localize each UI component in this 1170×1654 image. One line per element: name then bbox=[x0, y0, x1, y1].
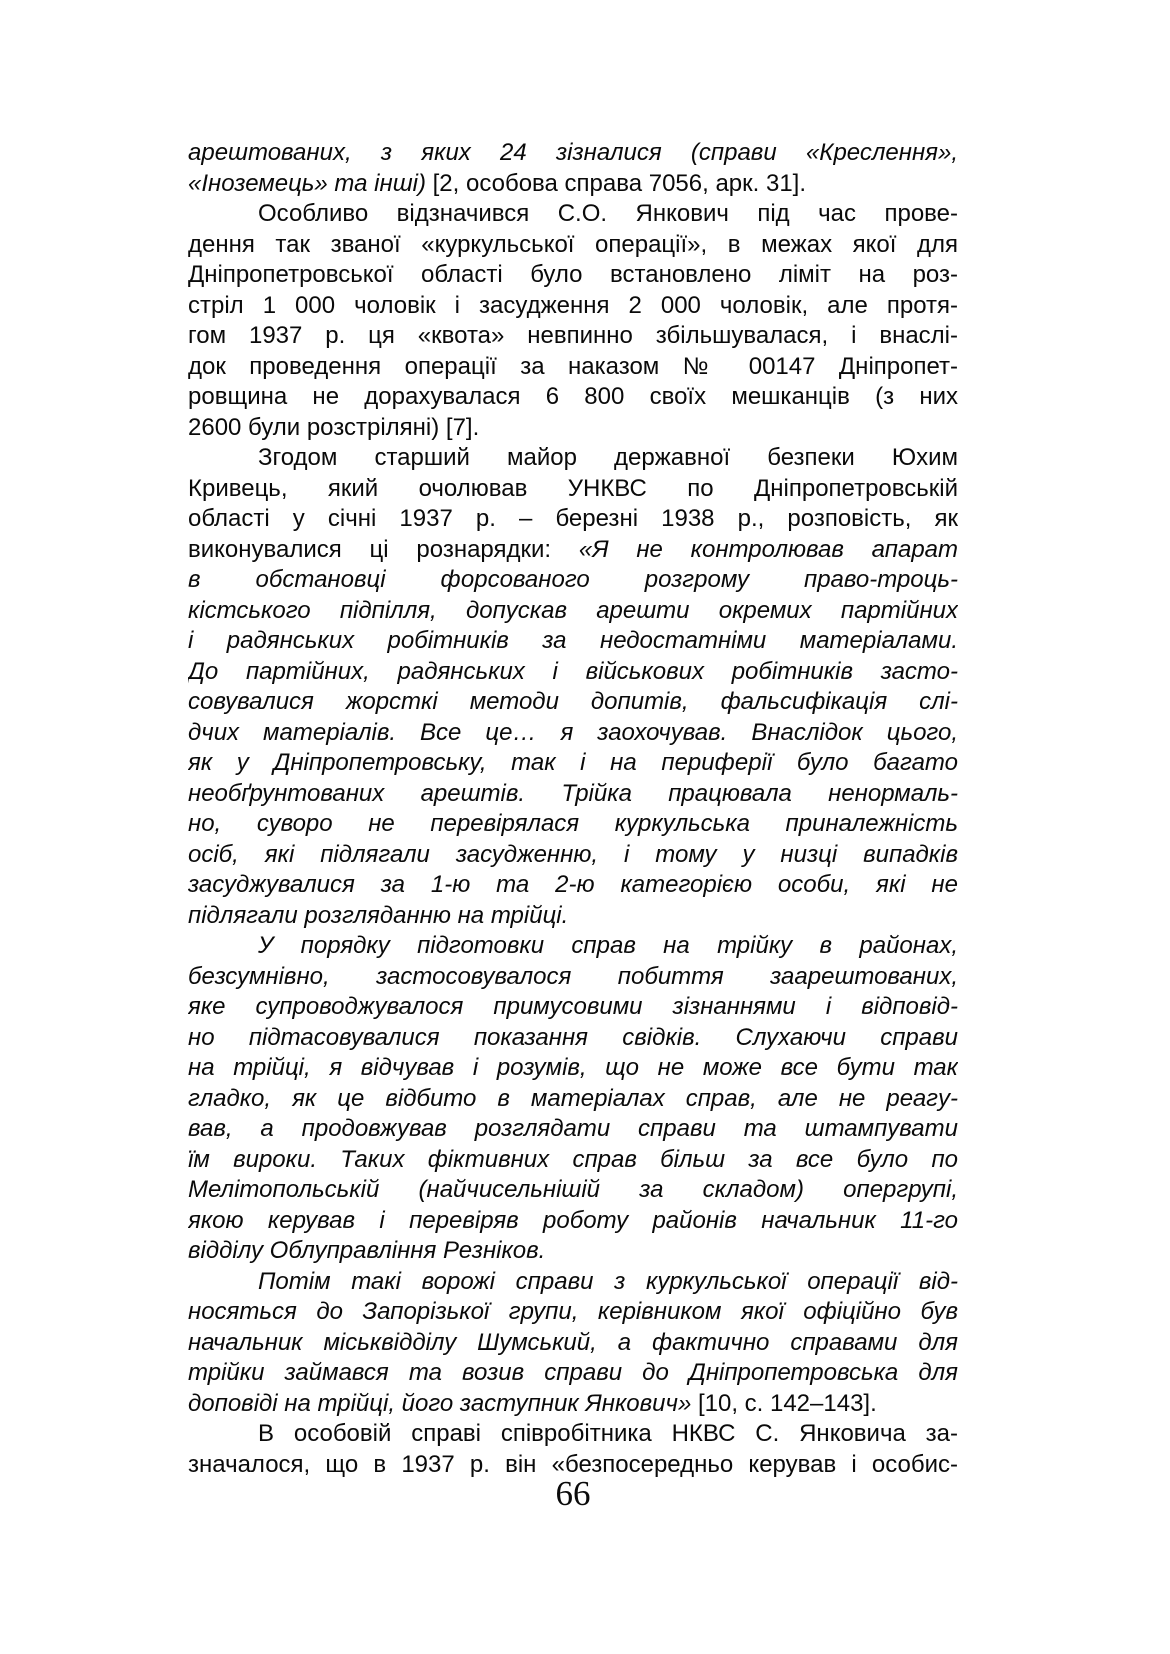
text-line bbox=[188, 1084, 958, 1115]
text-line bbox=[188, 779, 958, 810]
quote-text-segment: дчих матеріалів. Все це… я заохочував. Внаслідок цього, bbox=[188, 718, 958, 746]
body-text-segment: [2, особова справа 7056, арк. 31]. bbox=[432, 169, 807, 197]
text-line bbox=[188, 809, 958, 840]
quote-text-segment: доповіді на трійці, його заступник Янкович» bbox=[188, 1389, 698, 1417]
quote-text-segment: но, суворо не перевірялася куркульська приналежність bbox=[188, 810, 958, 837]
quote-text-segment: Мелітопольській (найчисельнішій за складом) опергрупі, bbox=[188, 1176, 958, 1203]
text-line bbox=[188, 687, 958, 718]
body-text-segment: Згодом старший майор державної безпеки Юхим bbox=[258, 444, 958, 471]
text-line bbox=[188, 230, 958, 261]
text-line bbox=[188, 169, 958, 200]
body-text-segment: Кривець, який очолював УНКВС по Дніпропетровській bbox=[188, 474, 958, 502]
text-line bbox=[188, 1175, 958, 1206]
quote-text-segment: підлягали розгляданню на трійці. bbox=[188, 901, 569, 929]
text-line bbox=[188, 626, 958, 657]
text-line bbox=[188, 535, 958, 566]
body-text-segment: Дніпропетровської області було встановлено ліміт на роз- bbox=[188, 261, 958, 288]
text-line bbox=[188, 1419, 958, 1450]
body-text-segment: стріл 1 000 чоловік і засудження 2 000 чоловік, але протя- bbox=[188, 291, 958, 319]
text-line bbox=[188, 992, 958, 1023]
text-line bbox=[188, 443, 958, 474]
body-text-segment: дення так званої «куркульської операції», в межах якої для bbox=[188, 230, 958, 258]
text-line bbox=[188, 1267, 958, 1298]
text-line bbox=[188, 474, 958, 505]
quote-text-segment: начальник міськвідділу Шумський, а фактично справами для bbox=[188, 1328, 958, 1356]
text-line bbox=[188, 291, 958, 322]
body-text-segment: ровщина не дорахувалася 6 800 своїх мешканців (з них bbox=[188, 383, 958, 410]
text-line bbox=[188, 138, 958, 169]
quote-text-segment: в обстановці форсованого розгрому право-троць- bbox=[188, 566, 958, 593]
body-text-segment: гом 1937 р. ця «квота» невпинно збільшувалася, і внаслі- bbox=[188, 322, 958, 349]
body-text-segment: області у січні 1937 р. – березні 1938 р., розповість, як bbox=[188, 505, 958, 532]
text-line bbox=[188, 1145, 958, 1176]
body-text-segment: [10, с. 142–143]. bbox=[697, 1389, 877, 1417]
text-line bbox=[188, 901, 958, 932]
body-text-segment: Особливо відзначився С.О. Янкович під час прове- bbox=[258, 200, 958, 227]
text-line bbox=[188, 1053, 958, 1084]
text-line bbox=[188, 1023, 958, 1054]
text-line bbox=[188, 1328, 958, 1359]
text-line bbox=[188, 596, 958, 627]
quote-text-segment: носяться до Запорізької групи, керівником якої офіційно був bbox=[188, 1298, 958, 1325]
text-line bbox=[188, 840, 958, 871]
text-line bbox=[188, 565, 958, 596]
body-text-segment: виконувалися ці рознарядки: bbox=[188, 535, 579, 563]
quote-text-segment: осіб, які підлягали засудженню, і тому у низці випадків bbox=[188, 840, 958, 868]
quote-text-segment: якою керував і перевіряв роботу районів начальник 11-го bbox=[188, 1206, 958, 1234]
quote-text-segment: До партійних, радянських і військових робітників засто- bbox=[188, 657, 958, 685]
quote-text-segment: У порядку підготовки справ на трійку в районах, bbox=[258, 932, 958, 959]
text-line bbox=[188, 962, 958, 993]
quote-text-segment: совувалися жорсткі методи допитів, фальсифікація слі- bbox=[188, 688, 958, 715]
text-line bbox=[188, 352, 958, 383]
quote-text-segment: вав, а продовжував розглядати справи та штампувати bbox=[188, 1115, 958, 1142]
quote-text-segment: «Я не контролював апарат bbox=[578, 535, 958, 563]
text-line bbox=[188, 1206, 958, 1237]
quote-text-segment: на трійці, я відчував і розумів, що не може все бути так bbox=[188, 1054, 958, 1081]
text-line bbox=[188, 931, 958, 962]
text-line bbox=[188, 1358, 958, 1389]
text-line bbox=[188, 1236, 958, 1267]
quote-text-segment: необґрунтованих арештів. Трійка працювала ненормаль- bbox=[188, 779, 958, 807]
quote-text-segment: гладко, як це відбито в матеріалах справ, але не реагу- bbox=[188, 1084, 958, 1112]
text-line bbox=[188, 1389, 958, 1420]
quote-text-segment: і радянських робітників за недостатніми матеріалами. bbox=[188, 627, 958, 654]
quote-text-segment: кістського підпілля, допускав арешти окремих партійних bbox=[188, 596, 958, 624]
text-line bbox=[188, 718, 958, 749]
quote-text-segment: відділу Облуправління Резніков. bbox=[188, 1237, 546, 1264]
text-line bbox=[188, 260, 958, 291]
page-number: 66 bbox=[555, 1474, 591, 1513]
body-text-segment: 2600 були розстріляні) [7]. bbox=[188, 413, 480, 441]
text-line bbox=[188, 413, 958, 444]
quote-text-segment: засуджувалися за 1-ю та 2-ю категорією особи, які не bbox=[188, 871, 958, 898]
quote-text-segment: безсумнівно, застосовувалося побиття заарештованих, bbox=[188, 962, 958, 990]
text-line bbox=[188, 382, 958, 413]
body-text-segment: значалося, що в 1937 р. він «безпосередньо керував і особис- bbox=[188, 1450, 958, 1478]
text-line bbox=[188, 504, 958, 535]
quote-text-segment: їм вироки. Таких фіктивних справ більш за все було по bbox=[188, 1145, 958, 1173]
quote-text-segment: арештованих, з яких 24 зізналися (справи «Креслення», bbox=[188, 139, 958, 166]
text-line bbox=[188, 870, 958, 901]
text-line bbox=[188, 321, 958, 352]
text-line bbox=[188, 199, 958, 230]
text-line bbox=[188, 657, 958, 688]
quote-text-segment: «Іноземець» та інші) bbox=[188, 169, 433, 197]
quote-text-segment: Потім такі ворожі справи з куркульської операції від- bbox=[258, 1267, 958, 1295]
text-line bbox=[188, 1114, 958, 1145]
text-line bbox=[188, 1297, 958, 1328]
quote-text-segment: но підтасовувалися показання свідків. Слухаючи справи bbox=[188, 1023, 958, 1051]
quote-text-segment: як у Дніпропетровську, так і на периферії було багато bbox=[188, 749, 958, 776]
quote-text-segment: яке супроводжувалося примусовими зізнаннями і відповід- bbox=[188, 993, 958, 1020]
body-text-segment: док проведення операції за наказом № 00147 Дніпропет- bbox=[188, 352, 958, 380]
body-text-segment: В особовій справі співробітника НКВС С. Янковича за- bbox=[258, 1420, 958, 1447]
text-block bbox=[188, 138, 958, 1480]
text-line bbox=[188, 748, 958, 779]
quote-text-segment: трійки займався та возив справи до Дніпропетровська для bbox=[188, 1359, 958, 1386]
